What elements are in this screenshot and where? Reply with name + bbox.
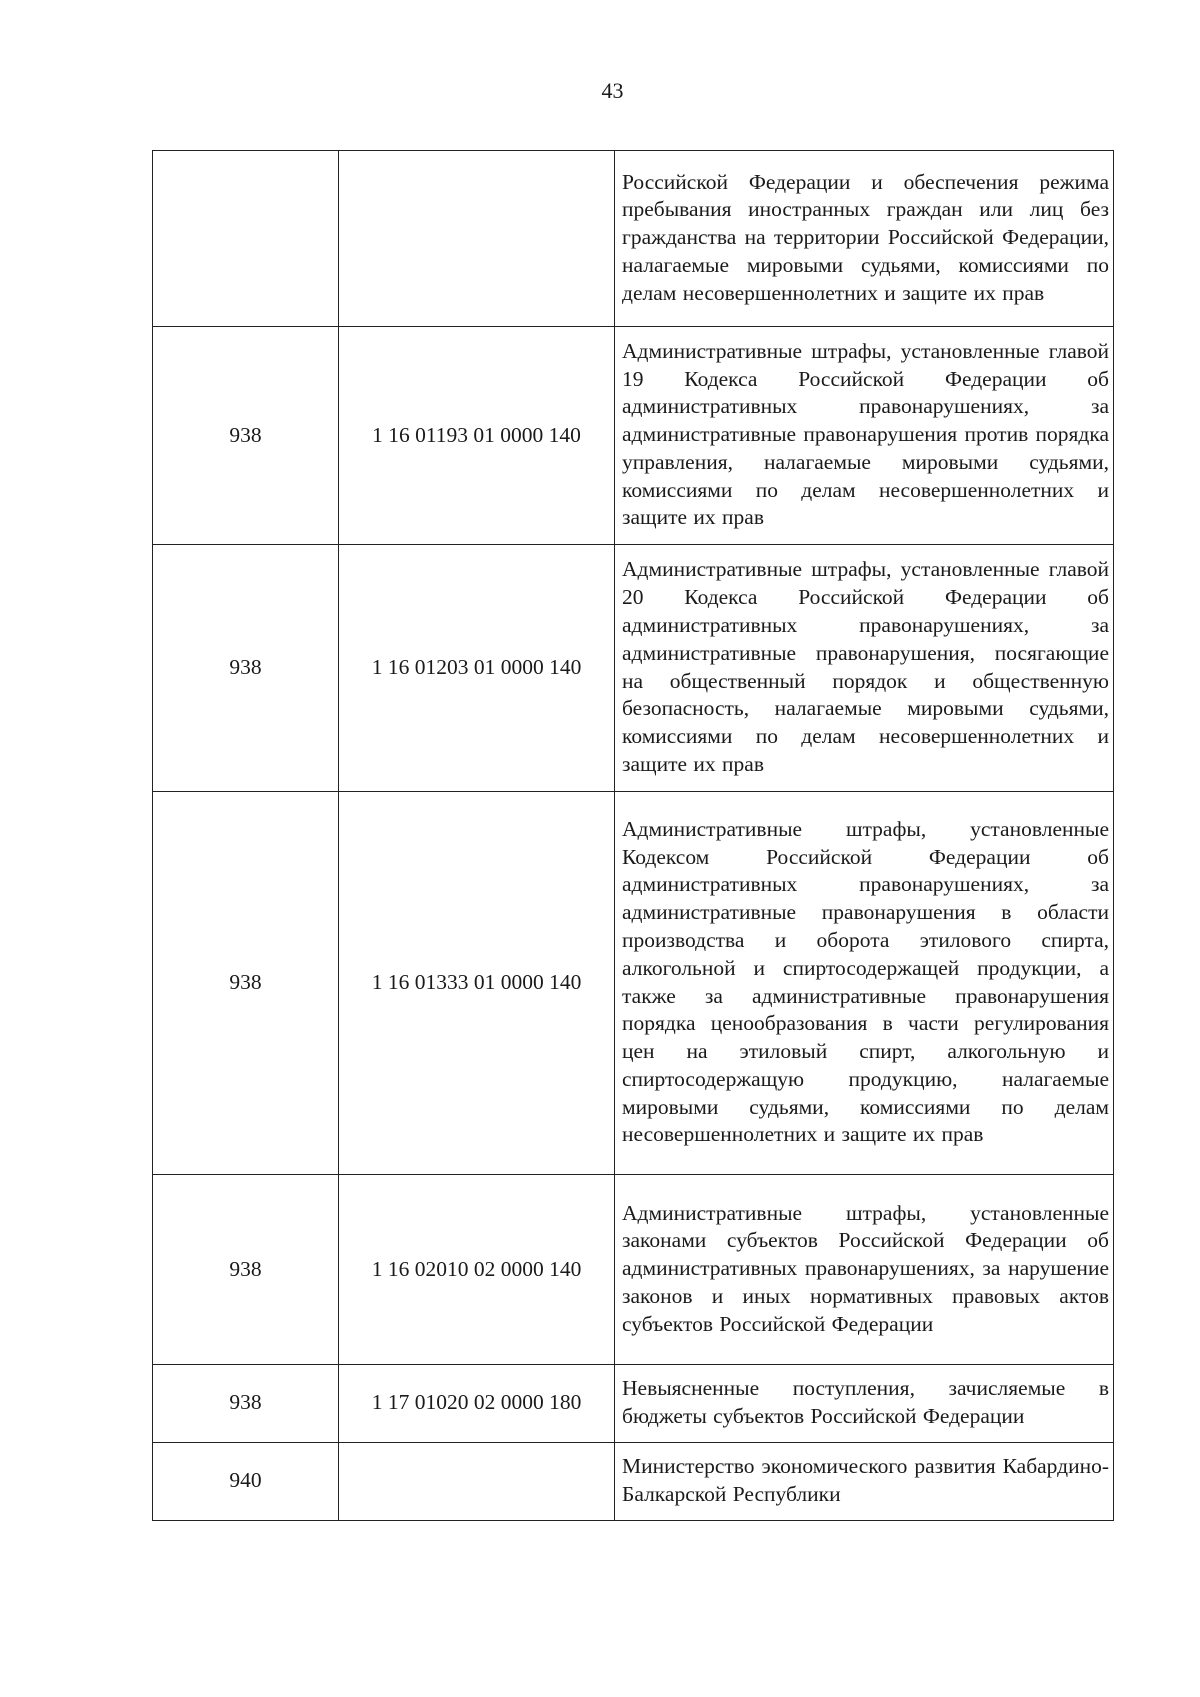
description-cell: Административные штрафы, установленные главой 20 Кодекса Российской Федерации об административных правонарушениях, за административные правонарушения, посягающие на общественный порядок и общественную безопасность, налагаемые мировыми судьями, комиссиями по делам несовершеннолетних и защите их прав bbox=[615, 545, 1114, 792]
admin-code-cell: 938 bbox=[153, 327, 339, 545]
description-cell: Административные штрафы, установленные Кодексом Российской Федерации об административных правонарушениях, за административные правонарушения в области производства и оборота этилового спирта, алкогольной и спиртосодержащей продукции, а также за административные правонарушения порядка ценообразования в части регулирования цен на этиловый спирт, алкогольную и спиртосодержащую продукцию, налагаемые мировыми судьями, комиссиями по делам несовершеннолетних и защите их прав bbox=[615, 792, 1114, 1175]
kbk-code-cell: 1 16 01203 01 0000 140 bbox=[339, 545, 615, 792]
admin-code-cell: 940 bbox=[153, 1442, 339, 1520]
admin-code-cell: 938 bbox=[153, 1175, 339, 1365]
kbk-code-cell: 1 16 01333 01 0000 140 bbox=[339, 792, 615, 1175]
admin-code-cell: 938 bbox=[153, 545, 339, 792]
page-number: 43 bbox=[601, 78, 624, 103]
description-cell: Административные штрафы, установленные законами субъектов Российской Федерации об административных правонарушениях, за нарушение законов и иных нормативных правовых актов субъектов Российской Федерации bbox=[615, 1175, 1114, 1365]
admin-code-cell bbox=[153, 151, 339, 327]
kbk-code-cell: 1 16 02010 02 0000 140 bbox=[339, 1175, 615, 1365]
table-row bbox=[153, 1442, 1114, 1520]
kbk-code-cell: 1 17 01020 02 0000 180 bbox=[339, 1365, 615, 1443]
description-cell: Министерство экономического развития Кабардино-Балкарской Республики bbox=[615, 1442, 1114, 1520]
description-cell: Российской Федерации и обеспечения режима пребывания иностранных граждан или лиц без гражданства на территории Российской Федерации, налагаемые мировыми судьями, комиссиями по делам несовершеннолетних и защите их прав bbox=[615, 151, 1114, 327]
description-cell: Невыясненные поступления, зачисляемые в бюджеты субъектов Российской Федерации bbox=[615, 1365, 1114, 1443]
admin-code-cell: 938 bbox=[153, 792, 339, 1175]
revenue-codes-table bbox=[152, 150, 1114, 1521]
description-cell: Административные штрафы, установленные главой 19 Кодекса Российской Федерации об административных правонарушениях, за административные правонарушения против порядка управления, налагаемые мировыми судьями, комиссиями по делам несовершеннолетних и защите их прав bbox=[615, 327, 1114, 545]
table-row bbox=[153, 792, 1114, 1175]
kbk-code-cell bbox=[339, 1442, 615, 1520]
admin-code-cell: 938 bbox=[153, 1365, 339, 1443]
kbk-code-cell bbox=[339, 151, 615, 327]
table-row bbox=[153, 1175, 1114, 1365]
kbk-code-cell: 1 16 01193 01 0000 140 bbox=[339, 327, 615, 545]
table-row bbox=[153, 327, 1114, 545]
table-row bbox=[153, 1365, 1114, 1443]
table-row bbox=[153, 545, 1114, 792]
table-row bbox=[153, 151, 1114, 327]
